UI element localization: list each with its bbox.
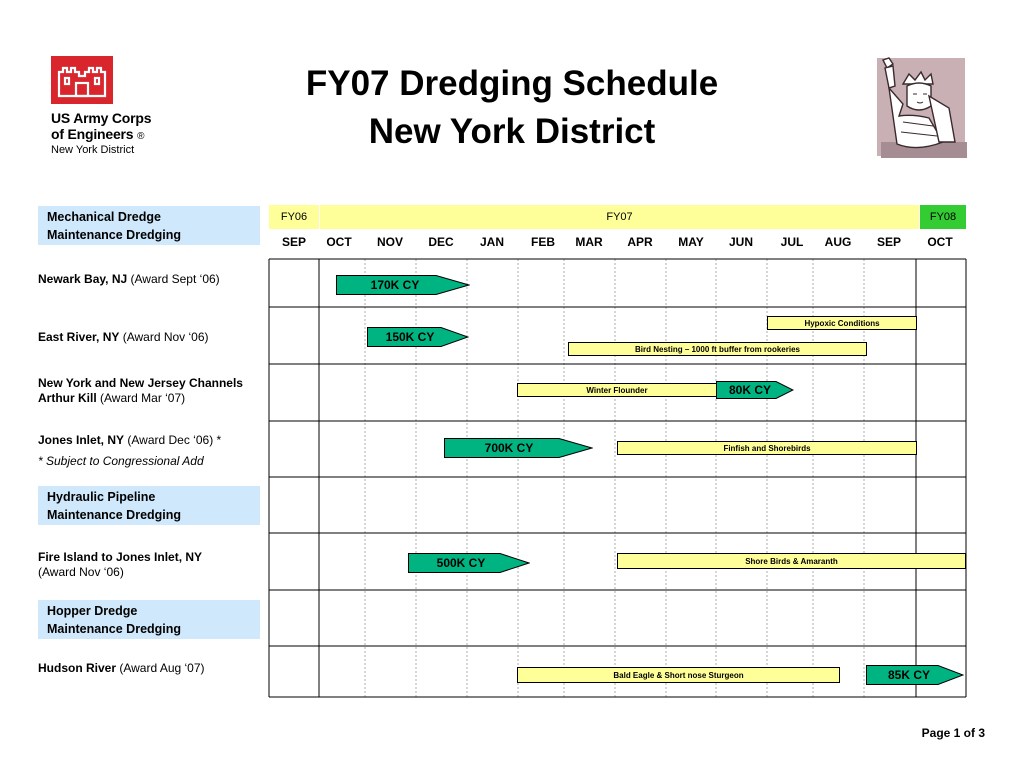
month-jun: JUN: [728, 235, 753, 249]
month-apr: APR: [627, 235, 653, 249]
window-bald-eagle-sturgeon: Bald Eagle & Short nose Sturgeon: [517, 667, 840, 683]
award-date: (Award Nov ‘06): [122, 330, 209, 344]
award-date: (Award Dec ‘06) *: [127, 433, 222, 447]
project-name-line2: Arthur Kill: [38, 391, 97, 405]
fy06-header: FY06: [269, 205, 319, 229]
volume-label: 170K CY: [370, 278, 420, 292]
volume-arrow-hudson: [866, 665, 964, 685]
volume-label: 700K CY: [484, 441, 534, 455]
month-sep-06: SEP: [281, 235, 306, 249]
volume-label: 85K CY: [887, 668, 931, 682]
award-date: (Award Mar ‘07): [100, 391, 186, 405]
month-sep-07: SEP: [876, 235, 901, 249]
window-winter-flounder: Winter Flounder: [517, 383, 717, 397]
month-dec: DEC: [428, 235, 454, 249]
section-mechanical-line1: Mechanical Dredge: [47, 210, 161, 224]
project-nynj-channels: [38, 376, 243, 406]
volume-label: 150K CY: [385, 330, 435, 344]
month-may: MAY: [678, 235, 704, 249]
project-hudson-river: [38, 661, 205, 675]
org-name-line1: US Army Corps: [51, 110, 152, 126]
award-date: (Award Aug ‘07): [119, 661, 205, 675]
window-bird-nesting: Bird Nesting – 1000 ft buffer from rookeries: [568, 342, 867, 356]
section-hydraulic-pipeline: [38, 486, 260, 525]
month-nov: NOV: [376, 235, 403, 249]
month-jan: JAN: [479, 235, 504, 249]
project-name: Jones Inlet, NY: [38, 433, 125, 447]
section-hopper-dredge: [38, 600, 260, 639]
section-mechanical-line2: Maintenance Dredging: [47, 228, 182, 242]
project-name: East River, NY: [38, 330, 120, 344]
section-hopper-line1: Hopper Dredge: [47, 604, 138, 618]
award-date: (Award Sept ‘06): [130, 272, 220, 286]
month-mar: MAR: [575, 235, 603, 249]
fy07-header: FY07: [320, 205, 919, 229]
volume-arrow-nynj: [716, 381, 794, 399]
section-hydraulic-line2: Maintenance Dredging: [47, 508, 182, 522]
page-subtitle: New York District: [368, 112, 656, 151]
project-fire-island: [38, 550, 202, 580]
month-oct-07: OCT: [927, 235, 953, 249]
month-feb: FEB: [531, 235, 555, 249]
fy08-header: FY08: [920, 205, 966, 229]
section-hopper-line2: Maintenance Dredging: [47, 622, 182, 636]
volume-label: 500K CY: [436, 556, 486, 570]
project-name: Fire Island to Jones Inlet, NY: [38, 550, 203, 564]
volume-label: 80K CY: [728, 383, 772, 397]
page-number: Page 1 of 3: [921, 726, 985, 740]
jones-inlet-note: * Subject to Congressional Add: [38, 454, 204, 468]
month-jul: JUL: [780, 235, 804, 249]
project-name: Hudson River: [38, 661, 117, 675]
month-oct: OCT: [326, 235, 352, 249]
volume-arrow-newark: [336, 275, 470, 295]
window-shore-birds-amaranth: Shore Birds & Amaranth: [617, 553, 966, 569]
project-jones-inlet: [38, 433, 221, 447]
project-name: Newark Bay, NJ: [38, 272, 128, 286]
org-district: New York District: [51, 144, 135, 156]
project-east-river: [38, 330, 209, 344]
org-name-line2-text: of Engineers: [51, 126, 134, 142]
project-newark-bay: [38, 272, 220, 286]
volume-arrow-fire-island: [408, 553, 530, 573]
registered-mark: ®: [137, 131, 145, 142]
window-finfish-shorebirds: Finfish and Shorebirds: [617, 441, 917, 455]
volume-arrow-east-river: [367, 327, 469, 347]
page-title: FY07 Dredging Schedule: [305, 64, 719, 103]
award-date: (Award Nov ‘06): [38, 565, 124, 579]
volume-arrow-jones-inlet: [444, 438, 593, 458]
window-hypoxic-conditions: Hypoxic Conditions: [767, 316, 917, 330]
month-aug: AUG: [824, 235, 852, 249]
section-hydraulic-line1: Hydraulic Pipeline: [47, 490, 156, 504]
project-name-line1: New York and New Jersey Channels: [38, 376, 243, 390]
